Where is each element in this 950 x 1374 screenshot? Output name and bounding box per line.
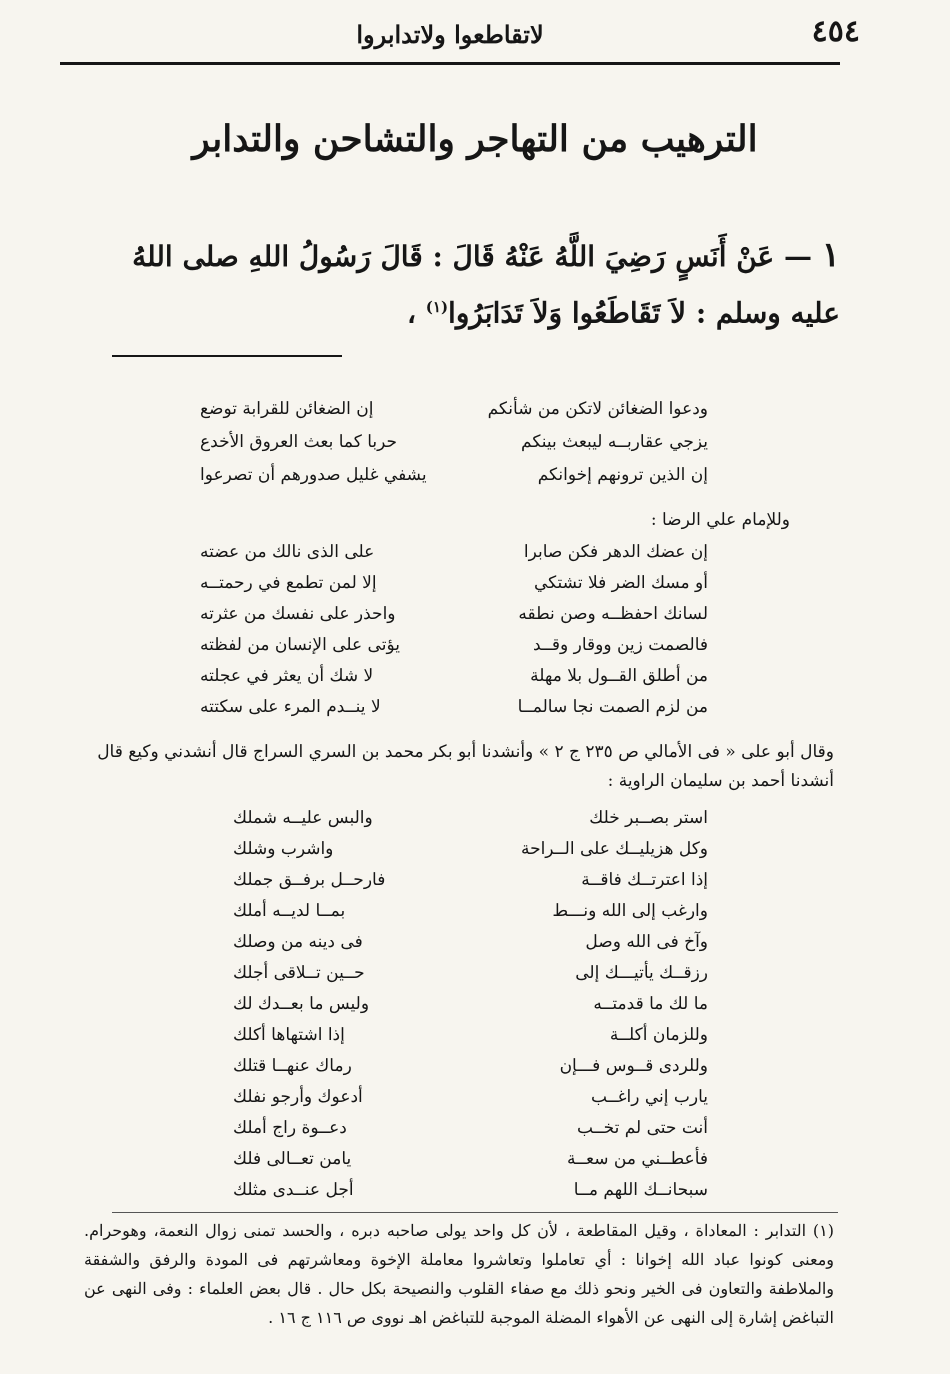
section-separator bbox=[112, 355, 342, 357]
verse-second-hemistich: والبس عليــه شملك bbox=[233, 807, 373, 828]
footnote-rule bbox=[112, 1212, 838, 1213]
verse-first-hemistich: استر بصــبر خلك bbox=[589, 807, 708, 828]
page-number: ٤٥٤ bbox=[811, 14, 860, 49]
verse-row bbox=[200, 458, 708, 491]
verse-first-hemistich: أنت حتى لم تخــب bbox=[576, 1117, 708, 1138]
verse-row bbox=[233, 1112, 708, 1143]
verse-first-hemistich: رزقــك يأتيـــك إلى bbox=[575, 962, 708, 983]
verse-first-hemistich: سبحانــك اللهم مــا bbox=[573, 1179, 708, 1200]
verse-first-hemistich: وكل هزيليــك على الــراحة bbox=[520, 838, 708, 859]
verse-second-hemistich: واشرب وشلك bbox=[233, 838, 334, 859]
verse-first-hemistich: إن عضك الدهر فكن صابرا bbox=[523, 541, 708, 562]
verse-first-hemistich: وارغب إلى الله ونـــط bbox=[552, 900, 708, 921]
verse-first-hemistich: وآخ فى الله وصل bbox=[585, 931, 708, 952]
verse-row bbox=[200, 567, 708, 598]
verse-row bbox=[200, 660, 708, 691]
verse-row bbox=[200, 425, 708, 458]
verse-first-hemistich: إن الذين ترونهم إخوانكم bbox=[537, 464, 708, 485]
verse-second-hemistich: فارحــل برفــق جملك bbox=[233, 869, 386, 890]
verse-first-hemistich: وللردى قــوس فـــإن bbox=[559, 1055, 708, 1076]
verse-row bbox=[233, 1050, 708, 1081]
verse-row bbox=[200, 691, 708, 722]
footnote-marker: (١) bbox=[425, 298, 449, 316]
verse-second-hemistich: دعــوة راج أملك bbox=[233, 1117, 347, 1138]
hadith-body: — عَنْ أَنَسٍ رَضِيَ اللَّهُ عَنْهُ قَالَ : قَالَ رَسُولُ اللهِ صلى اللهُ عليه وسلم : لاَ تَقَاطَعُوا وَلاَ تَدَابَرُوا bbox=[132, 240, 840, 330]
verse-second-hemistich: فى دينه من وصلك bbox=[233, 931, 363, 952]
verse-second-hemistich: حــين تــلاقى أجلك bbox=[233, 962, 365, 983]
hadith-text bbox=[110, 230, 840, 338]
verse-second-hemistich: حربا كما بعث العروق الأخدع bbox=[200, 431, 398, 452]
verse-first-hemistich: وللزمان أكلــة bbox=[609, 1024, 708, 1045]
verse-row bbox=[233, 802, 708, 833]
verse-second-hemistich: أدعوك وأرجو نفلك bbox=[233, 1086, 363, 1107]
verse-second-hemistich: لا شك أن يعثر في عجلته bbox=[200, 665, 374, 686]
verse-first-hemistich: فالصمت زين ووقار وقــد bbox=[533, 634, 708, 655]
verse-second-hemistich: إذا اشتهاها أكلك bbox=[233, 1024, 345, 1045]
verse-row bbox=[233, 1019, 708, 1050]
verse-second-hemistich: إلا لمن تطمع في رحمتــه bbox=[200, 572, 377, 593]
verse-block-2 bbox=[200, 536, 708, 722]
verse-intro-2: وللإمام علي الرضا : bbox=[650, 510, 790, 530]
verse-first-hemistich: أو مسك الضر فلا تشتكي bbox=[533, 572, 708, 593]
verse-first-hemistich: ودعوا الضغائن لاتكن من شأنكم bbox=[487, 398, 708, 419]
verse-second-hemistich: يامن تعــالى فلك bbox=[233, 1148, 352, 1169]
verse-row bbox=[233, 864, 708, 895]
verse-second-hemistich: رماك عنهــا قتلك bbox=[233, 1055, 352, 1076]
verse-first-hemistich: يارب إني راغــب bbox=[590, 1086, 708, 1107]
running-head: لاتقاطعوا ولاتدابروا bbox=[356, 20, 544, 49]
verse-row bbox=[200, 629, 708, 660]
verse-row bbox=[233, 895, 708, 926]
verse-block-1 bbox=[200, 392, 708, 491]
footnote-text: (١) التدابر : المعاداة ، وقيل المقاطعة ، لأن كل واحد يولى صاحبه دبره ، والحسد تمنى زوال النعمة، وهوحرام. ومعنى كونوا عباد الله إخوانا : أي تعاملوا وتعاشروا معاملة الإخوة ومعاشرتهم فى المودة والرفق والشفقة والملاطفة والتعاون فى الخير ونحو ذلك مع صفاء القلوب والنصيحة بكل حال . قال بعض العلماء : وفى النهى عن التباغض إشارة إلى النهى عن الأهواء المضلة الموجبة للتباغض اهـ نووى ص ١١٦ ج ١٦ . bbox=[84, 1221, 834, 1327]
verse-row bbox=[233, 1174, 708, 1205]
verse-row bbox=[200, 598, 708, 629]
hadith-end: ، bbox=[406, 296, 426, 330]
verse-block-3 bbox=[233, 802, 708, 1205]
verse-first-hemistich: ما لك ما قدمتــه bbox=[593, 993, 708, 1014]
page-header bbox=[60, 14, 860, 65]
verse-second-hemistich: إن الضغائن للقرابة توضع bbox=[200, 398, 374, 419]
verse-first-hemistich: فأعطــني من سعــة bbox=[566, 1148, 708, 1169]
verse-row bbox=[233, 833, 708, 864]
verse-second-hemistich: يؤتى على الإنسان من لفظته bbox=[200, 634, 400, 655]
verse-intro-3: وقال أبو على « فى الأمالي ص ٢٣٥ ج ٢ » وأنشدنا أبو بكر محمد بن السري السراج قال أنشدني وكيع قال أنشدنا أحمد بن سليمان الراوية : bbox=[97, 742, 834, 791]
verse-first-hemistich: لسانك احفظــه وصن نطقه bbox=[518, 603, 708, 624]
verse-second-hemistich: لا ينــدم المرء على سكتته bbox=[200, 696, 381, 717]
verse-row bbox=[233, 926, 708, 957]
verse-row bbox=[200, 536, 708, 567]
verse-first-hemistich: يزجي عقاربــه ليبعث بينكم bbox=[521, 431, 708, 452]
chapter-title: الترهيب من التهاجر والتشاحن والتدابر bbox=[192, 118, 758, 160]
verse-second-hemistich: واحذر على نفسك من عثرته bbox=[200, 603, 396, 624]
verse-row bbox=[233, 1081, 708, 1112]
verse-first-hemistich: من أطلق القــول بلا مهلة bbox=[530, 665, 708, 686]
verse-row bbox=[200, 392, 708, 425]
verse-second-hemistich: أجل عنــدى مثلك bbox=[233, 1179, 354, 1200]
verse-row bbox=[233, 957, 708, 988]
verse-first-hemistich: إذا اعترتــك فاقــة bbox=[581, 869, 708, 890]
verse-second-hemistich: يشفي غليل صدورهم أن تصرعوا bbox=[200, 464, 427, 485]
verse-second-hemistich: وليس ما بعــدك لك bbox=[233, 993, 370, 1014]
verse-row bbox=[233, 1143, 708, 1174]
verse-second-hemistich: على الذى نالك من عضته bbox=[200, 541, 375, 562]
hadith-number: ١ bbox=[821, 235, 840, 275]
verse-second-hemistich: بمــا لديــه أملك bbox=[233, 900, 346, 921]
verse-row bbox=[233, 988, 708, 1019]
verse-first-hemistich: من لزم الصمت نجا سالمــا bbox=[517, 696, 708, 717]
